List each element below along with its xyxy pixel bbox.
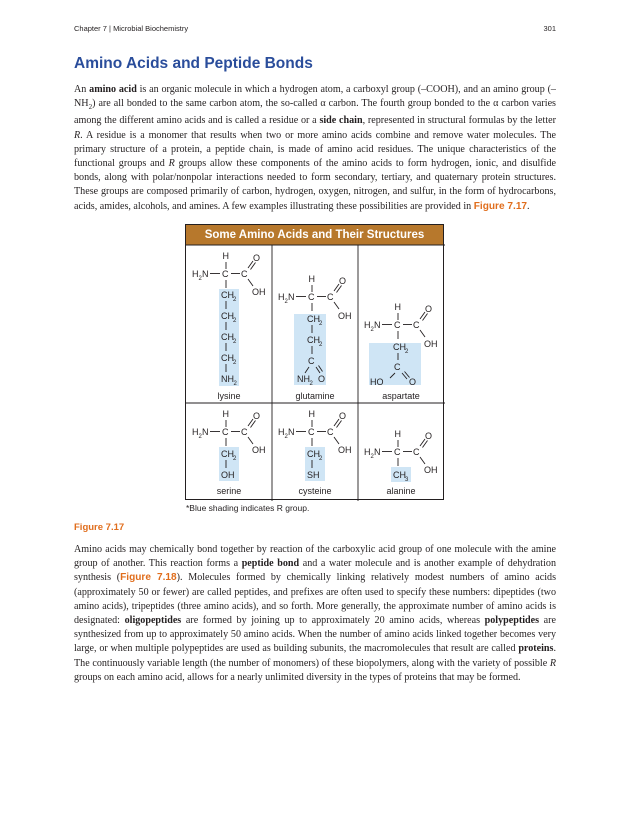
svg-text:OH: OH: [424, 465, 438, 475]
svg-text:CH: CH: [393, 342, 406, 352]
peptide-bond-paragraph: Amino acids may chemically bond together by reaction of the carboxylic acid group of one molecule with the amine group of another. This reaction forms a peptide bond and a water molecule and is another example of dehydration synthesis (Figure 7.18). Molecules formed by chemically linking relatively modest numbers of amino acids (approximately 50 or fewer) are called peptides, and prefixes are often used to specify these numbers: dipeptides (two amino acids), tripeptides (three amino acids), and so forth. More generally, the approximate number of amino acids is designated: oligopeptides are formed by joining up to approximately 20 amino acids, whereas polypeptides are synthesized from up to approximately 50 amino acids. When the number of amino acids linked together becomes very large, or when multiple polypeptides are used as building subunits, the macromolecules that result are called proteins. The continuously variable length (the number of monomers) of these biopolymers, along with the variety of possible R groups on each amino acid, allows for a nearly unlimited diversity in the types of proteins that may be formed.: [74, 544, 557, 683]
svg-text:2: 2: [319, 321, 323, 327]
svg-text:CH: CH: [221, 449, 234, 459]
figure-7-18-link[interactable]: Figure 7.18: [120, 572, 177, 584]
svg-text:C: C: [394, 447, 401, 457]
svg-text:2: 2: [198, 276, 202, 282]
chapter-label: Chapter 7: [74, 24, 107, 33]
svg-text:2: 2: [309, 381, 313, 387]
svg-text:2: 2: [233, 297, 237, 303]
svg-text:2: 2: [319, 456, 323, 462]
svg-text:CH: CH: [221, 353, 234, 363]
svg-text:2: 2: [284, 434, 288, 440]
svg-text:CH: CH: [307, 314, 320, 324]
svg-text:OH: OH: [338, 445, 352, 455]
cysteine-label: cysteine: [298, 486, 332, 496]
svg-text:H: H: [222, 251, 229, 261]
svg-text:C: C: [394, 362, 401, 372]
svg-text:N: N: [202, 269, 209, 279]
alanine-label: alanine: [386, 486, 416, 496]
svg-text:2: 2: [233, 381, 237, 387]
svg-text:OH: OH: [221, 470, 235, 480]
amino-acid-figure: [185, 224, 444, 500]
glutamine-structure: [278, 274, 352, 387]
svg-text:2: 2: [284, 299, 288, 305]
svg-text:2: 2: [405, 349, 409, 355]
svg-text:O: O: [339, 276, 347, 286]
figure-footnote: *Blue shading indicates R group.: [186, 503, 310, 513]
glutamine-label: glutamine: [295, 391, 335, 401]
svg-text:C: C: [327, 427, 334, 437]
section-label: Microbial Biochemistry: [113, 24, 189, 33]
svg-text:N: N: [374, 320, 381, 330]
svg-text:O: O: [253, 411, 261, 421]
svg-text:CH: CH: [221, 311, 234, 321]
svg-text:2: 2: [370, 327, 374, 333]
svg-text:N: N: [288, 427, 295, 437]
figure-label: Figure 7.17: [74, 522, 125, 533]
serine-label: serine: [216, 486, 242, 496]
running-header: Chapter 7 | Microbial Biochemistry 301: [74, 24, 556, 33]
lysine-structure: [192, 251, 266, 387]
svg-text:OH: OH: [252, 287, 266, 297]
svg-text:C: C: [308, 427, 315, 437]
svg-text:NH: NH: [297, 374, 310, 384]
svg-text:O: O: [425, 304, 433, 314]
aspartate-label: aspartate: [382, 391, 420, 401]
svg-text:SH: SH: [307, 470, 320, 480]
svg-text:C: C: [413, 447, 420, 457]
figure-title: Some Amino Acids and Their Structures: [186, 225, 443, 245]
svg-text:2: 2: [233, 318, 237, 324]
svg-text:C: C: [327, 292, 334, 302]
svg-text:CH: CH: [221, 290, 234, 300]
svg-text:O: O: [409, 377, 417, 387]
svg-text:OH: OH: [424, 339, 438, 349]
svg-text:2: 2: [319, 342, 323, 348]
lysine-label: lysine: [217, 391, 241, 401]
svg-text:O: O: [253, 253, 261, 263]
svg-text:CH: CH: [307, 449, 320, 459]
svg-text:H: H: [222, 409, 229, 419]
aspartate-structure: [364, 302, 438, 387]
svg-text:O: O: [339, 411, 347, 421]
figure-7-17-link[interactable]: Figure 7.17: [473, 200, 528, 212]
svg-text:NH: NH: [221, 374, 234, 384]
svg-text:N: N: [202, 427, 209, 437]
svg-text:OH: OH: [252, 445, 266, 455]
svg-text:OH: OH: [338, 311, 352, 321]
svg-text:C: C: [308, 292, 315, 302]
svg-text:O: O: [425, 431, 433, 441]
svg-text:HO: HO: [370, 377, 384, 387]
svg-text:C: C: [413, 320, 420, 330]
svg-text:2: 2: [233, 339, 237, 345]
svg-text:C: C: [241, 427, 248, 437]
section-title: Amino Acids and Peptide Bonds: [74, 55, 313, 72]
svg-text:2: 2: [233, 456, 237, 462]
svg-text:H: H: [364, 320, 371, 330]
svg-text:H: H: [364, 447, 371, 457]
svg-text:N: N: [288, 292, 295, 302]
svg-text:H: H: [394, 429, 401, 439]
cysteine-structure: [278, 409, 352, 481]
svg-text:3: 3: [405, 477, 409, 483]
svg-text:H: H: [308, 409, 315, 419]
svg-text:H: H: [192, 427, 199, 437]
svg-text:C: C: [394, 320, 401, 330]
svg-text:CH: CH: [307, 335, 320, 345]
svg-text:H: H: [278, 427, 285, 437]
alanine-structure: [364, 429, 438, 483]
svg-text:H: H: [192, 269, 199, 279]
amino-acid-structures-diagram: [186, 225, 445, 501]
svg-text:C: C: [241, 269, 248, 279]
page-number: 301: [543, 24, 556, 33]
svg-text:2: 2: [233, 360, 237, 366]
svg-text:N: N: [374, 447, 381, 457]
svg-text:H: H: [278, 292, 285, 302]
svg-text:CH: CH: [393, 470, 406, 480]
svg-text:C: C: [308, 356, 315, 366]
svg-text:H: H: [308, 274, 315, 284]
intro-paragraph: An amino acid is an organic molecule in which a hydrogen atom, a carboxyl group (–COOH), and an amino group $(-NH_2)$ are all bonded to the same carbon atom, the so-called α carbon. The fourth group bonded to the α carbon varies among the different amino acids and is called a residue or a side chain, represented in structural formulas by the letter R. A residue is a monomer that results when two or more amino acids combine and remove water molecules. The primary structure of a protein, a peptide chain, is made of amino acid residues. The unique characteristics of the functional groups and R groups allow these components of the amino acids to form hydrogen, ionic, and disulfide bonds, along with polar/nonpolar interactions needed to form secondary, tertiary, and quaternary protein structures. These groups are composed primarily of carbon, hydrogen, oxygen, nitrogen, and sulfur, in the form of hydrocarbons, acids, amides, alcohols, and amines. A few examples illustrating these possibilities are provided in Figure 7.17.: [74, 84, 556, 212]
svg-text:2: 2: [198, 434, 202, 440]
svg-text:CH: CH: [221, 332, 234, 342]
svg-text:O: O: [318, 374, 326, 384]
svg-text:C: C: [222, 427, 229, 437]
svg-text:C: C: [222, 269, 229, 279]
svg-text:2: 2: [370, 454, 374, 460]
serine-structure: [192, 409, 266, 481]
svg-text:H: H: [394, 302, 401, 312]
